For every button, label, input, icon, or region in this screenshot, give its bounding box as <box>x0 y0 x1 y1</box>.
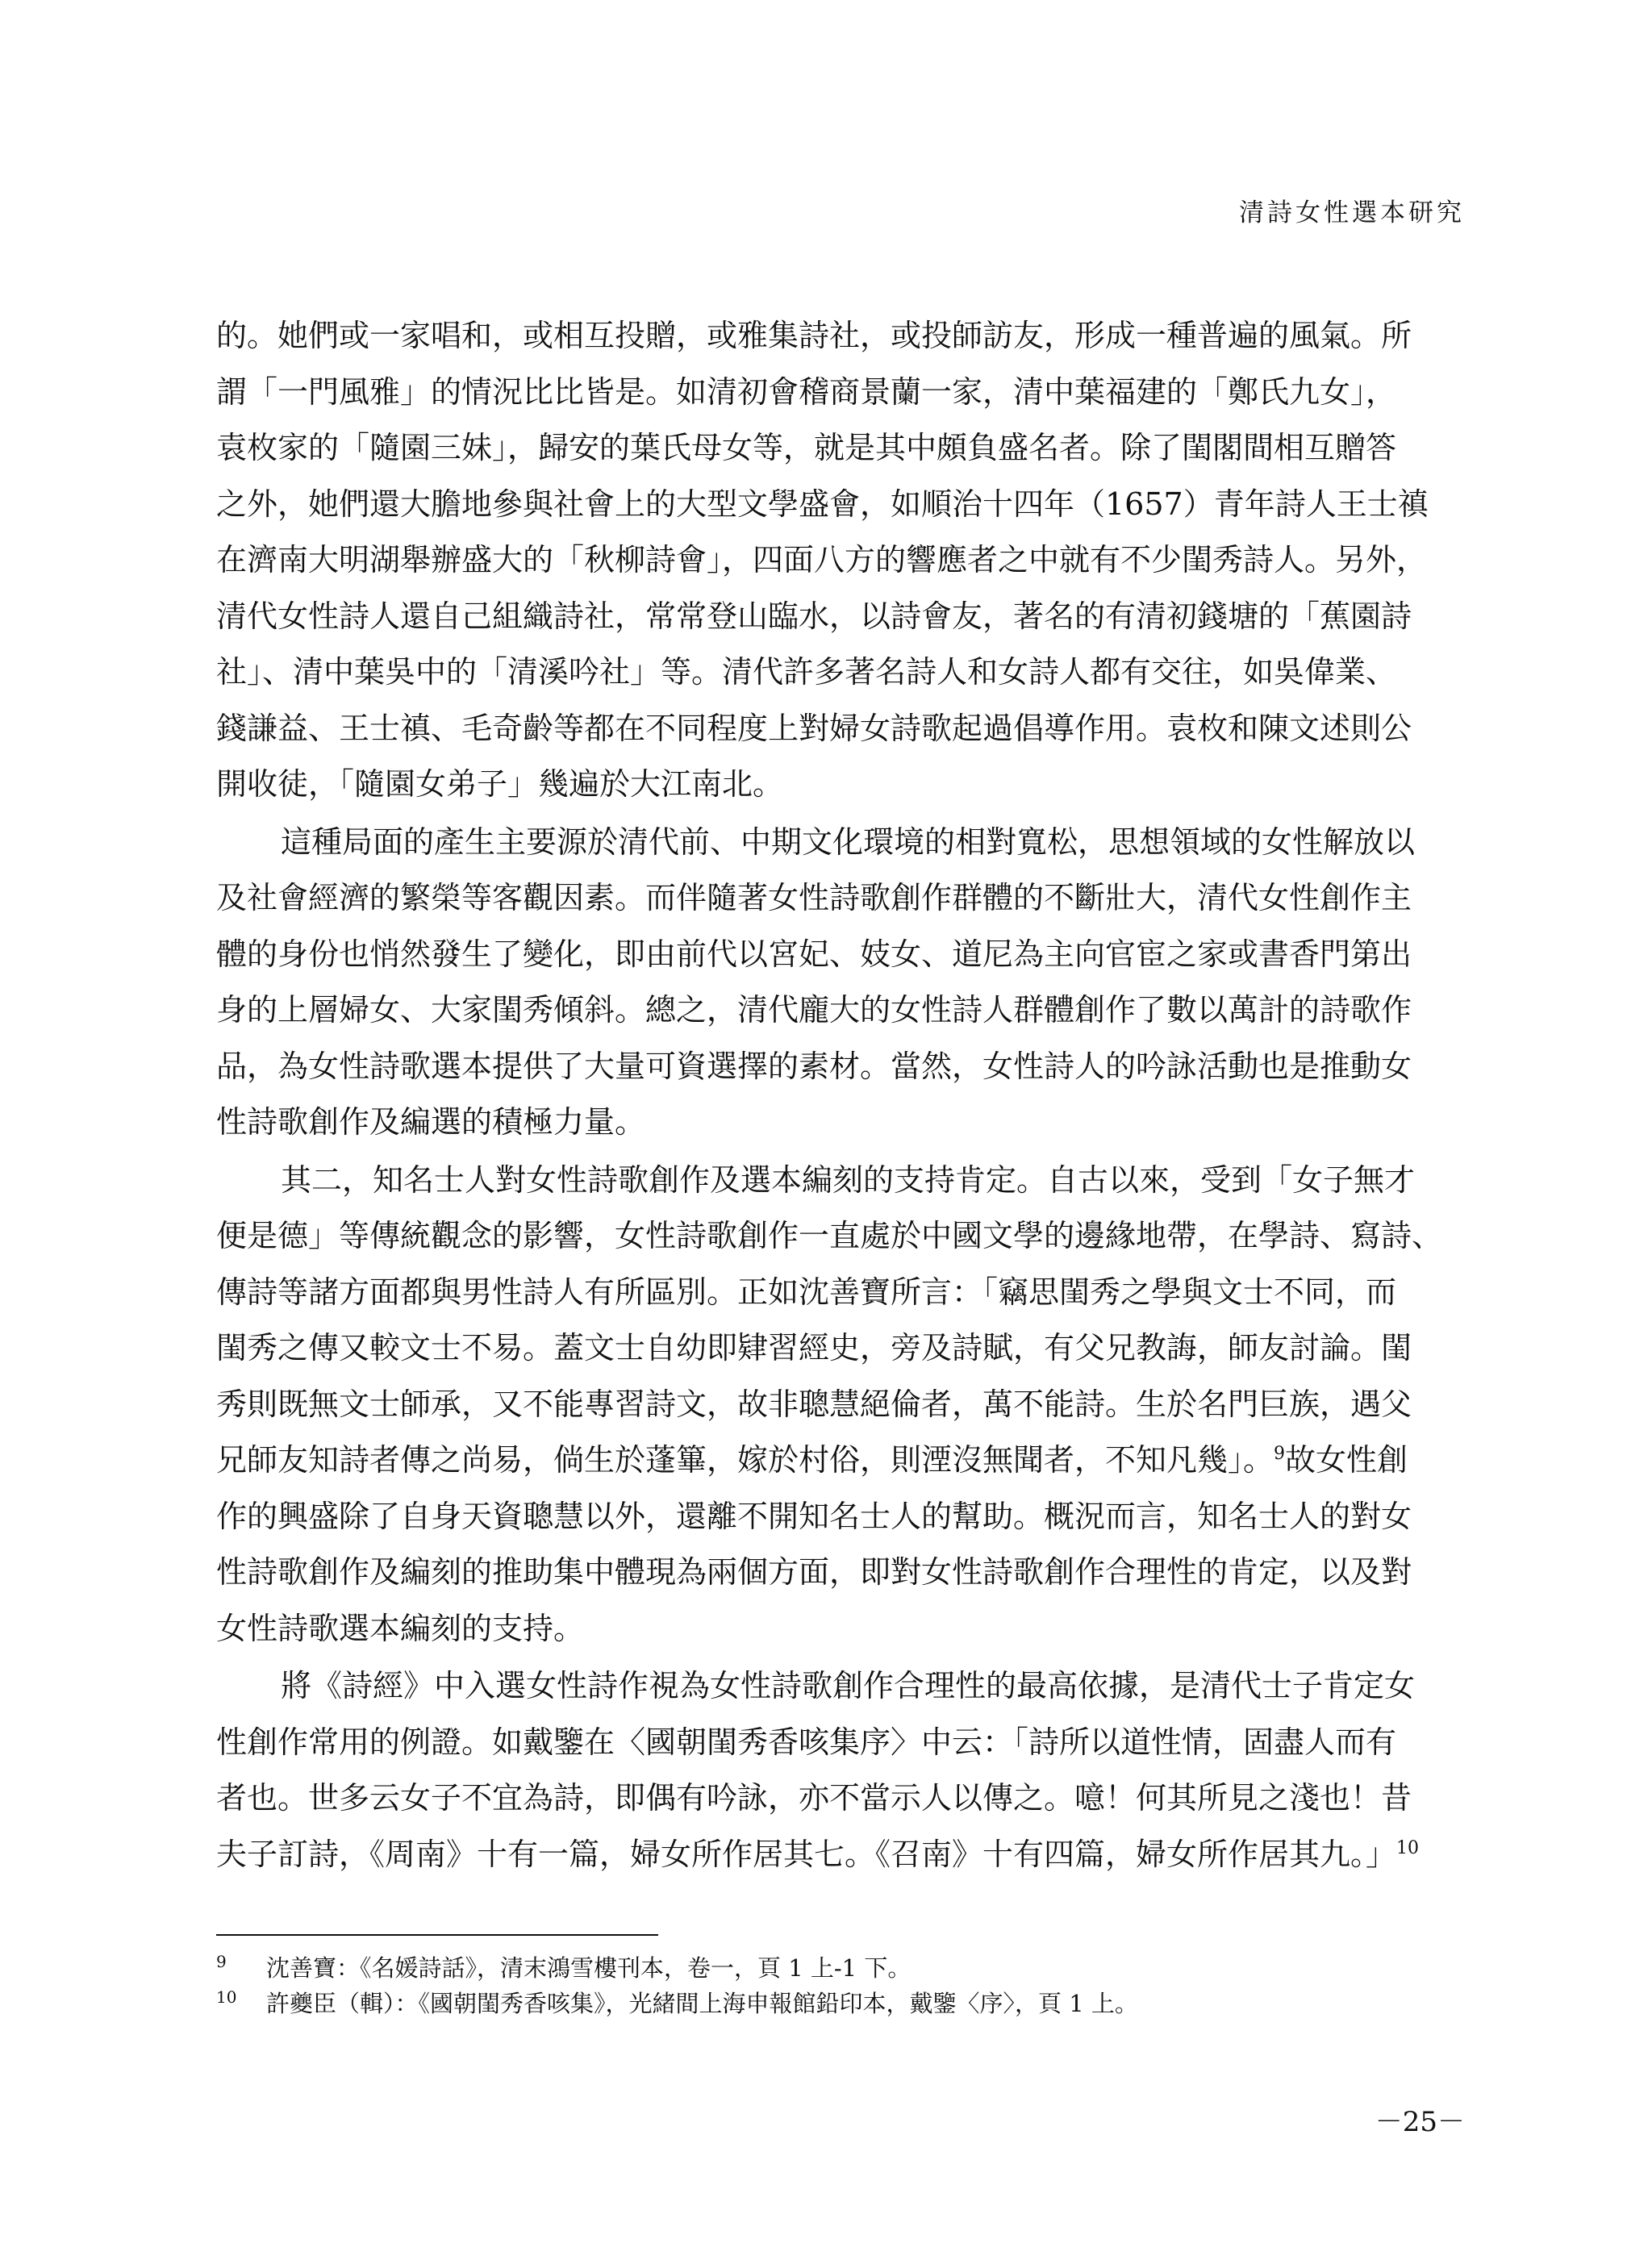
text-line: 清代女性詩人還自己組織詩社，常常登山臨水，以詩會友，著名的有清初錢塘的「蕉園詩 <box>216 598 1412 634</box>
text-line-with-footnote-ref <box>216 1827 1465 1883</box>
footnote-divider <box>216 1934 658 1936</box>
text-line: 性詩歌創作及編選的積極力量。 <box>216 1104 646 1140</box>
footnote-ref: 9 <box>1274 1444 1286 1464</box>
text-line: 身的上層婦女、大家閨秀傾斜。總之，清代龐大的女性詩人群體創作了數以萬計的詩歌作 <box>216 992 1412 1028</box>
text-line: 品，為女性詩歌選本提供了大量可資選擇的素材。當然，女性詩人的吟詠活動也是推動女 <box>216 1048 1412 1084</box>
footnote <box>216 1986 1465 2021</box>
text-line: 開收徒，「隨園女弟子」幾遍於大江南北。 <box>216 766 784 802</box>
text-line: 在濟南大明湖舉辦盛大的「秋柳詩會」，四面八方的響應者之中就有不少閨秀詩人。另外， <box>216 542 1428 578</box>
line-text: 兄師友知詩者傳之尚易，倘生於蓬篳，嫁於村俗，則湮沒無聞者，不知凡幾」。 <box>216 1442 1274 1478</box>
footnotes <box>216 1950 1465 2021</box>
text-line: 女性詩歌選本編刻的支持。 <box>216 1610 585 1646</box>
footnote <box>216 1950 1465 1986</box>
footnote-text: 許夔臣（輯）：《國朝閨秀香咳集》，光緒間上海申報館鉛印本，戴鑒〈序〉，頁 1 上。 <box>266 1990 1138 2017</box>
text-line: 錢謙益、王士禛、毛奇齡等都在不同程度上對婦女詩歌起過倡導作用。袁枚和陳文述則公 <box>216 710 1412 746</box>
text-line: 之外，她們還大膽地參與社會上的大型文學盛會，如順治十四年（1657）青年詩人王士禛 <box>216 486 1429 522</box>
text-line: 性創作常用的例證。如戴鑒在〈國朝閨秀香咳集序〉中云：「詩所以道性情，固盡人而有 <box>216 1724 1397 1760</box>
body-text <box>216 308 1465 1883</box>
text-line: 作的興盛除了自身天資聰慧以外，還離不開知名士人的幫助。概況而言，知名士人的對女 <box>216 1498 1412 1534</box>
text-line: 閨秀之傳又較文士不易。蓋文士自幼即肄習經史，旁及詩賦，有父兄教誨，師友討論。閨 <box>216 1330 1412 1366</box>
footnote-ref: 10 <box>1396 1837 1420 1858</box>
line-text-after-ref: 故女性創 <box>1285 1442 1408 1478</box>
page-number: －25－ <box>1375 2106 1465 2138</box>
text-line: 及社會經濟的繁榮等客觀因素。而伴隨著女性詩歌創作群體的不斷壯大，清代女性創作主 <box>216 880 1412 915</box>
paragraph-first-line: 這種局面的產生主要源於清代前、中期文化環境的相對寬松，思想領域的女性解放以 <box>281 824 1416 860</box>
text-line: 謂「一門風雅」的情況比比皆是。如清初會稽商景蘭一家，清中葉福建的「鄭氏九女」， <box>216 373 1397 410</box>
footnote-number: 9 <box>216 1952 227 1971</box>
footnote-number: 10 <box>216 1987 237 2007</box>
text-line: 者也。世多云女子不宜為詩，即偶有吟詠，亦不當示人以傳之。噫！何其所見之淺也！昔 <box>216 1780 1412 1816</box>
paragraph-first-line: 其二，知名士人對女性詩歌創作及選本編刻的支持肯定。自古以來，受到「女子無才 <box>281 1161 1416 1198</box>
running-header: 清詩女性選本研究 <box>1239 198 1465 227</box>
text-line: 的。她們或一家唱和，或相互投贈，或雅集詩社，或投師訪友，形成一種普遍的風氣。所 <box>216 318 1412 353</box>
paragraph-first-line: 將《詩經》中入選女性詩作視為女性詩歌創作合理性的最高依據，是清代士子肯定女 <box>281 1668 1416 1703</box>
text-line: 社」、清中葉吳中的「清溪吟社」等。清代許多著名詩人和女詩人都有交往，如吳偉業、 <box>216 654 1397 690</box>
text-line: 性詩歌創作及編刻的推助集中體現為兩個方面，即對女性詩歌創作合理性的肯定，以及對 <box>216 1554 1412 1590</box>
text-line: 體的身份也悄然發生了變化，即由前代以宮妃、妓女、道尼為主向官宦之家或書香門第出 <box>216 936 1412 972</box>
text-line: 袁枚家的「隨園三妹」，歸安的葉氏母女等，就是其中頗負盛名者。除了閨閣間相互贈答 <box>216 430 1397 465</box>
text-line: 秀則既無文士師承，又不能專習詩文，故非聰慧絕倫者，萬不能詩。生於名門巨族，遇父 <box>216 1386 1412 1422</box>
footnote-text: 沈善寶：《名媛詩話》，清末鴻雪樓刊本，卷一，頁 1 上-1 下。 <box>266 1954 912 1982</box>
text-line-with-footnote-ref <box>216 1432 1465 1489</box>
text-line: 便是德」等傳統觀念的影響，女性詩歌創作一直處於中國文學的邊緣地帶，在學詩、寫詩、 <box>216 1218 1443 1253</box>
line-text: 夫子訂詩，《周南》十有一篇，婦女所作居其七。《召南》十有四篇，婦女所作居其九。」 <box>216 1836 1397 1872</box>
text-line: 傳詩等諸方面都與男性詩人有所區別。正如沈善寶所言：「竊思閨秀之學與文士不同，而 <box>216 1274 1397 1310</box>
